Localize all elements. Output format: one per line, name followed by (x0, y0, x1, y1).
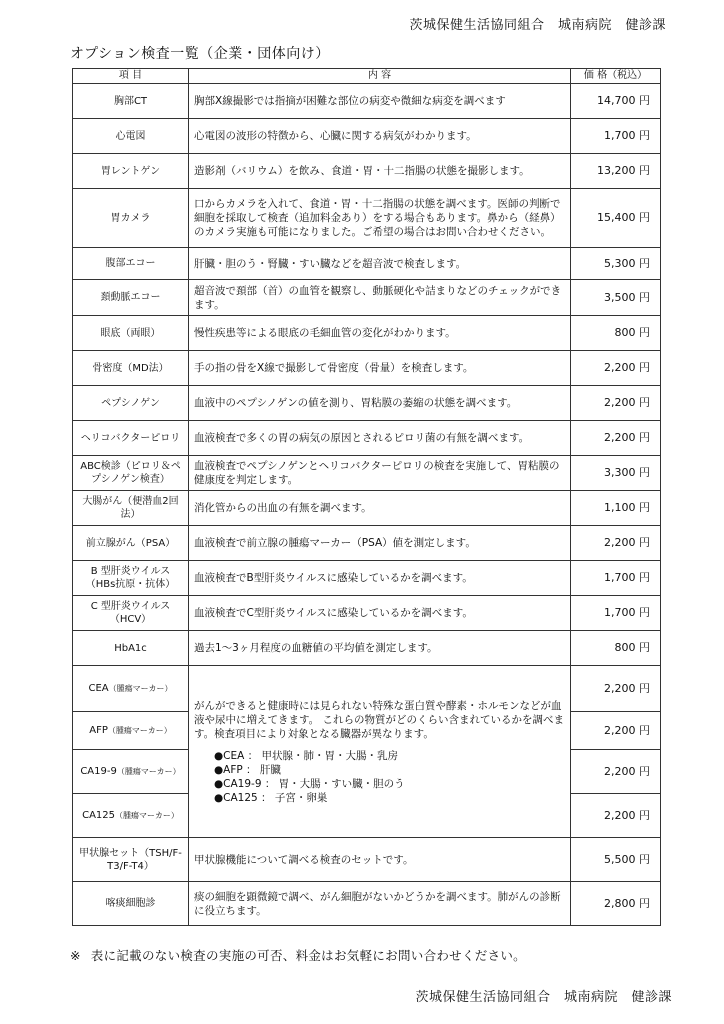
row-desc: 甲状腺機能について調べる検査のセットです。 (189, 838, 571, 882)
col-header-content: 内 容 (189, 69, 571, 84)
row-desc: 造影剤（バリウム）を飲み、食道・胃・十二指腸の状態を撮影します。 (189, 154, 571, 189)
row-item: 胃カメラ (73, 189, 189, 248)
row-price: 1,100 円 (571, 491, 661, 526)
row-item: 腹部エコー (73, 248, 189, 280)
row-price: 15,400 円 (571, 189, 661, 248)
table-row (73, 280, 661, 316)
footer-org: 茨城保健生活協同組合 城南病院 健診課 (415, 990, 672, 1005)
tumor-marker-intro: がんができると健康時には見られない特殊な蛋白質や酵素・ホルモンなどが血液や尿中に増えてきます。 これらの物質がどのくらい含まれているかを調べます。検査項目により対象となる臓器が異なります。 (194, 699, 564, 740)
row-item: 頚動脈エコー (73, 280, 189, 316)
row-desc: 胸部X線撮影では指摘が困難な部位の病変や微細な病変を調べます (189, 84, 571, 119)
option-exam-table (72, 68, 661, 926)
table-row (73, 351, 661, 386)
row-desc: 慢性疾患等による眼底の毛細血管の変化がわかります。 (189, 316, 571, 351)
row-price: 13,200 円 (571, 154, 661, 189)
row-item: HbA1c (73, 631, 189, 666)
row-item (73, 666, 189, 712)
row-item: B 型肝炎ウイルス（HBs抗原・抗体） (73, 561, 189, 596)
row-item: 骨密度（MD法） (73, 351, 189, 386)
row-price: 2,200 円 (571, 386, 661, 421)
row-desc: 血液検査でC型肝炎ウイルスに感染しているかを調べます。 (189, 596, 571, 631)
marker-name: AFP (89, 725, 108, 736)
row-price: 5,300 円 (571, 248, 661, 280)
tumor-marker-desc (189, 666, 571, 838)
row-desc: 血液検査でペプシノゲンとヘリコバクターピロリの検査を実施して、胃粘膜の健康度を判定します。 (189, 456, 571, 491)
table-row (73, 316, 661, 351)
marker-tag: （腫瘍マーカー） (107, 726, 172, 735)
note-text: 表に記載のない検査の実施の可否、料金はお気軽にお問い合わせください。 (90, 948, 526, 963)
row-item (73, 750, 189, 794)
row-item: ヘリコバクターピロリ (73, 421, 189, 456)
row-price: 800 円 (571, 316, 661, 351)
row-item: C 型肝炎ウイルス（HCV） (73, 596, 189, 631)
table-row (73, 631, 661, 666)
row-price: 3,500 円 (571, 280, 661, 316)
row-item: 心電図 (73, 119, 189, 154)
col-header-item: 項 目 (73, 69, 189, 84)
table-row (73, 526, 661, 561)
table-row (73, 189, 661, 248)
row-price: 5,500 円 (571, 838, 661, 882)
row-desc: 手の指の骨をX線で撮影して骨密度（骨量）を検査します。 (189, 351, 571, 386)
row-price: 2,200 円 (571, 794, 661, 838)
table-row (73, 421, 661, 456)
table-row (73, 491, 661, 526)
row-desc: 過去1～3ヶ月程度の血糖値の平均値を測定します。 (189, 631, 571, 666)
marker-tag: （腫瘍マーカー） (108, 684, 173, 693)
row-desc: 口からカメラを入れて、食道・胃・十二指腸の状態を調べます。医師の判断で細胞を採取して検査（追加料金あり）をする場合もあります。鼻から（経鼻）のカメラ実施も可能になりました。ご希望の場合はお問い合わせください。 (189, 189, 571, 248)
row-price: 14,700 円 (571, 84, 661, 119)
row-desc: 超音波で頚部（首）の血管を観察し、動脈硬化や詰まりなどのチェックができます。 (189, 280, 571, 316)
marker-tag: （腫瘍マーカー） (115, 811, 179, 820)
row-item (73, 794, 189, 838)
table-row (73, 596, 661, 631)
row-desc: 心電図の波形の特徴から、心臓に関する病気がわかります。 (189, 119, 571, 154)
marker-name: CA125 (82, 810, 116, 821)
table-row (73, 84, 661, 119)
tumor-target-item: ●CA19-9 ： 胃・大腸・すい臓・胆のう (214, 777, 405, 790)
row-desc: 痰の細胞を顕微鏡で調べ、がん細胞がないかどうかを調べます。肺がんの診断に役立ちます。 (189, 882, 571, 926)
row-item: 眼底（両眼） (73, 316, 189, 351)
marker-name: CEA (88, 683, 109, 694)
tumor-marker-targets (194, 749, 565, 805)
table-row-tumor-cea (73, 666, 661, 712)
row-price: 2,200 円 (571, 712, 661, 750)
table-row (73, 248, 661, 280)
row-price: 2,200 円 (571, 351, 661, 386)
page-title: オプション検査一覧（企業・団体向け） (70, 46, 330, 62)
tumor-target-item: ●CA125 ： 子宮・卵巣 (214, 791, 328, 804)
row-desc: 血液中のペプシノゲンの値を測り、胃粘膜の萎縮の状態を調べます。 (189, 386, 571, 421)
table-row (73, 561, 661, 596)
table-header-row (73, 69, 661, 84)
table-row (73, 456, 661, 491)
tumor-target-item: ●AFP ： 肝臓 (214, 763, 281, 776)
row-desc: 血液検査で前立腺の腫瘍マーカー（PSA）値を測定します。 (189, 526, 571, 561)
row-desc: 消化管からの出血の有無を調べます。 (189, 491, 571, 526)
row-item: ABC検診（ピロリ＆ペプシノゲン検査） (73, 456, 189, 491)
table-row (73, 154, 661, 189)
row-item: ペプシノゲン (73, 386, 189, 421)
row-item: 胸部CT (73, 84, 189, 119)
row-item: 甲状腺セット（TSH/F-T3/F-T4） (73, 838, 189, 882)
marker-tag: （腫瘍マーカー） (116, 767, 181, 776)
row-desc: 肝臓・胆のう・腎臓・すい臓などを超音波で検査します。 (189, 248, 571, 280)
note-mark: ※ (70, 948, 81, 963)
row-price: 800 円 (571, 631, 661, 666)
table-row (73, 882, 661, 926)
table-row (73, 838, 661, 882)
row-price: 2,200 円 (571, 666, 661, 712)
col-header-price: 価 格（税込） (571, 69, 661, 84)
row-price: 2,200 円 (571, 421, 661, 456)
row-item (73, 712, 189, 750)
header-org: 茨城保健生活協同組合 城南病院 健診課 (409, 18, 666, 33)
row-item: 喀痰細胞診 (73, 882, 189, 926)
footnote (70, 946, 526, 964)
tumor-target-item: ●CEA ： 甲状腺・肺・胃・大腸・乳房 (214, 749, 398, 762)
row-item: 胃レントゲン (73, 154, 189, 189)
row-price: 1,700 円 (571, 561, 661, 596)
row-price: 3,300 円 (571, 456, 661, 491)
row-price: 2,200 円 (571, 750, 661, 794)
row-item: 前立腺がん（PSA） (73, 526, 189, 561)
table-row (73, 386, 661, 421)
row-price: 1,700 円 (571, 119, 661, 154)
row-item: 大腸がん（便潜血2回法） (73, 491, 189, 526)
row-price: 1,700 円 (571, 596, 661, 631)
marker-name: CA19-9 (80, 766, 117, 777)
row-price: 2,200 円 (571, 526, 661, 561)
row-desc: 血液検査で多くの胃の病気の原因とされるピロリ菌の有無を調べます。 (189, 421, 571, 456)
table-row (73, 119, 661, 154)
row-price: 2,800 円 (571, 882, 661, 926)
row-desc: 血液検査でB型肝炎ウイルスに感染しているかを調べます。 (189, 561, 571, 596)
